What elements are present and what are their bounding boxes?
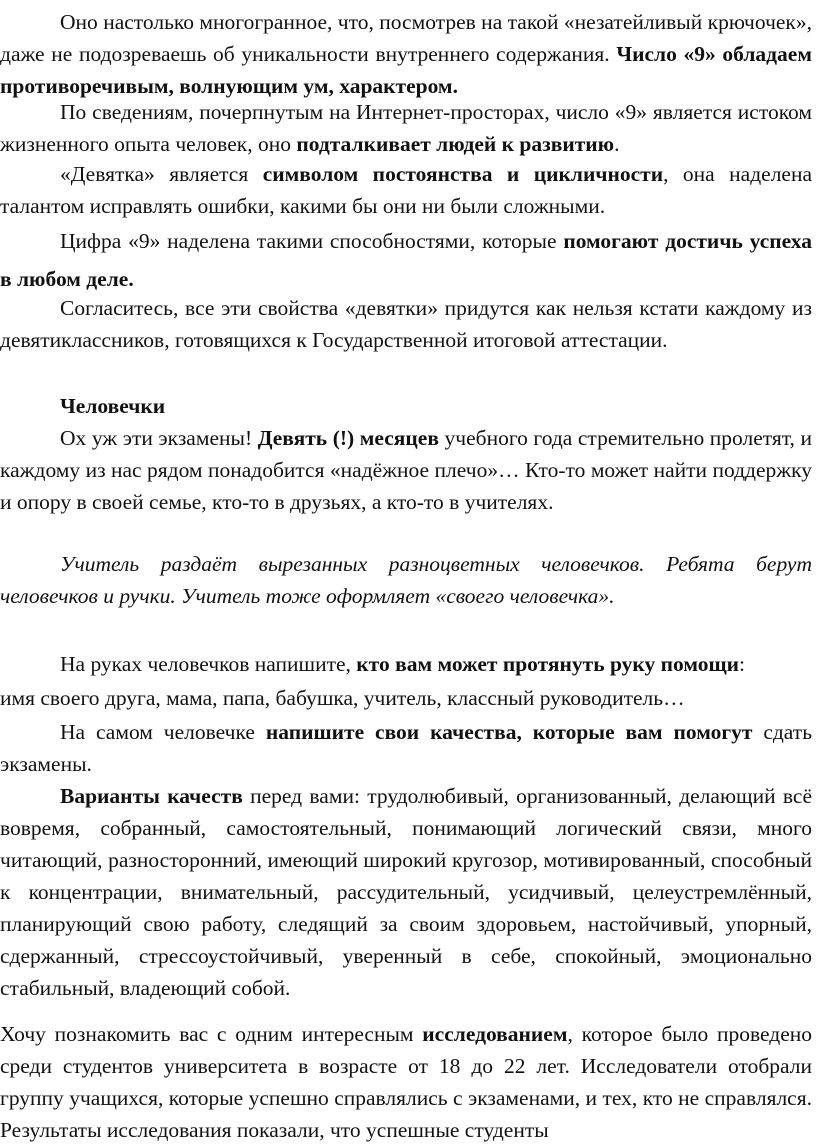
paragraph-text: Ох уж эти экзамены! bbox=[60, 426, 258, 450]
paragraph-abilities bbox=[0, 222, 812, 298]
section-heading: Человечки bbox=[60, 394, 166, 418]
paragraph-agree bbox=[0, 292, 812, 356]
bold-phrase: исследованием bbox=[422, 1022, 568, 1046]
paragraph-text: Согласитесь, все эти свойства «девятки» придутся как нельзя кстати каждому из девятиклассников, готовящихся к Государственной итоговой аттестации. bbox=[0, 296, 812, 352]
paragraph-text: , которое было проведено среди студентов университета в возрасте от 18 до 22 лет. Исследователи отобрали группу учащихся, которые успешно справлялись с экзаменами, и тех, кто не справлялся. Результаты исследования показали, что успешные студенты bbox=[0, 1022, 812, 1142]
paragraph-text: учебного года стремительно пролетят, и каждому из нас рядом понадобится «надёжное плечо»… Кто-то может найти поддержку и опору в своей семье, кто-то в друзьях, а кто-то в учителях. bbox=[0, 426, 812, 514]
paragraph-text: перед вами: трудолюбивый, организованный, делающий всё вовремя, собранный, самостоятельный, понимающий логический связи, много читающий, разносторонний, имеющий широкий кругозор, мотивированный, способный к концентрации, внимательный, рассудительный, усидчивый, целеустремлённый, планирующий свою работу, следящий за своим здоровьем, настойчивый, упорный, сдержанный, стрессоустойчивый, уверенный в себе, спокойный, эмоционально стабильный, владеющий собой. bbox=[0, 784, 812, 1000]
paragraph-text: На руках человечков напишите, bbox=[60, 652, 357, 676]
paragraph-text: На самом человечке bbox=[60, 720, 266, 744]
paragraph-qualities-task bbox=[0, 716, 812, 780]
paragraph-text: «Девятка» является bbox=[60, 162, 263, 186]
bold-statement: Число «9» обладаем противоречивым, волнующим ум, характером. bbox=[0, 42, 812, 98]
bold-phrase: Девять (!) месяцев bbox=[257, 426, 439, 450]
paragraph-text: . bbox=[614, 132, 620, 156]
bold-phrase: подталкивает людей к развитию bbox=[296, 132, 615, 156]
paragraph-text: : bbox=[739, 652, 745, 676]
paragraph-qualities-list bbox=[0, 780, 812, 1004]
paragraph-text: сдать экзамены. bbox=[0, 720, 812, 776]
bold-phrase: кто вам может протянуть руку помощи bbox=[356, 652, 740, 676]
paragraph-exams bbox=[0, 422, 812, 518]
paragraph-research bbox=[0, 1018, 812, 1145]
paragraph-text: Цифра «9» наделена такими способностями, которые bbox=[60, 229, 564, 253]
bold-phrase: помогают достичь успеха в любом деле. bbox=[0, 229, 812, 291]
bold-phrase: напишите свои качества, которые вам помогут bbox=[265, 720, 753, 744]
paragraph-hands-line2: имя своего друга, мама, папа, бабушка, учитель, классный руководитель… bbox=[0, 686, 685, 710]
bold-phrase: Варианты качеств bbox=[60, 784, 243, 808]
paragraph-teacher-instructions: Учитель раздаёт вырезанных разноцветных человечков. Ребята берут человечков и ручки. Учитель тоже оформляет «своего человечка». bbox=[0, 552, 812, 608]
paragraph-text: , она наделена талантом исправлять ошибки, какими бы они ни были сложными. bbox=[0, 162, 813, 218]
paragraph-internet-sources bbox=[0, 96, 812, 160]
paragraph-text: По сведениям, почерпнутым на Интернет-просторах, число «9» является истоком жизненного опыта человек, оно bbox=[0, 100, 812, 156]
paragraph-symbol bbox=[0, 158, 812, 222]
paragraph-text: Хочу познакомить вас с одним интересным bbox=[0, 1022, 423, 1046]
paragraph-hands-line1 bbox=[60, 648, 812, 680]
paragraph-text: Оно настолько многогранное, что, посмотрев на такой «незатейливый крючочек», даже не подозреваешь об уникальности внутреннего содержания. bbox=[0, 10, 812, 66]
bold-phrase: символом постоянства и цикличности bbox=[262, 162, 664, 186]
paragraph-intro bbox=[0, 6, 812, 102]
